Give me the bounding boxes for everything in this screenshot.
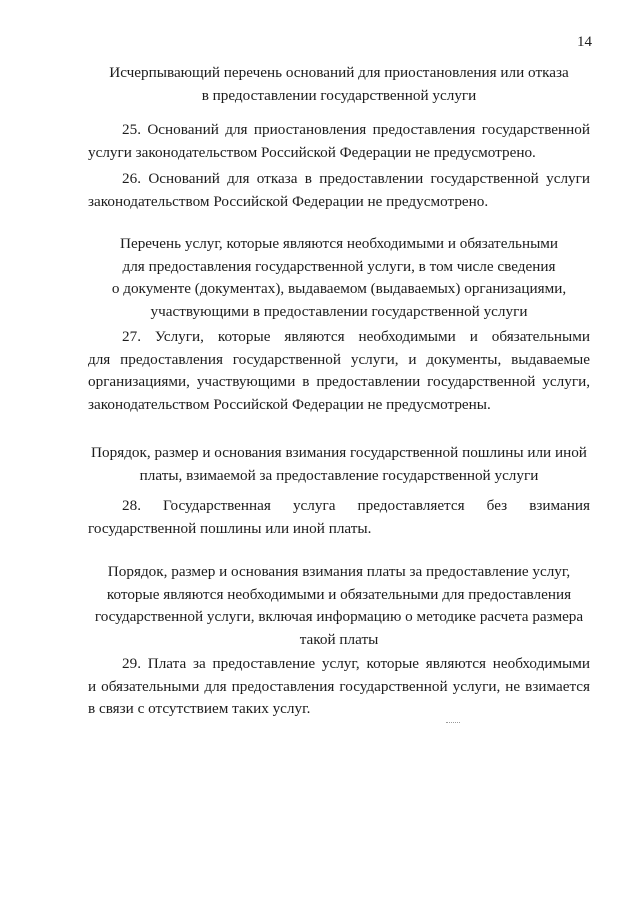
section-heading-required-services (88, 233, 590, 323)
paragraph-line: 26. Оснований для отказа в предоставлении государственной услуги (122, 170, 590, 187)
paragraph-28 (88, 495, 590, 540)
paragraph-line: законодательством Российской Федерации не предусмотрены. (88, 395, 491, 413)
heading-line: Исчерпывающий перечень оснований для приостановления или отказа (109, 64, 569, 81)
paragraph-25 (88, 119, 590, 164)
paragraph-line: 28. Государственная услуга предоставляется без взимания (122, 497, 590, 514)
heading-line: о документе (документах), выдаваемом (выдаваемых) организациями, (111, 280, 567, 297)
paragraph-line: организациями, участвующими в предоставлении государственной услуги, (88, 373, 590, 390)
paragraph-line: государственной пошлины или иной платы. (88, 519, 372, 537)
paragraph-line: 27. Услуги, которые являются необходимыми и обязательными (122, 328, 590, 345)
heading-line: для предоставления государственной услуги, в том числе сведения (122, 257, 556, 275)
heading-line: Перечень услуг, которые являются необходимыми и обязательными (119, 235, 559, 252)
paragraph-line: и обязательными для предоставления государственной услуги, не взимается (88, 677, 590, 695)
scan-artifact (446, 722, 460, 725)
paragraph-29 (88, 653, 590, 721)
heading-line: такой платы (299, 630, 379, 648)
paragraph-27 (88, 326, 590, 416)
paragraph-line: в связи с отсутствием таких услуг. (88, 700, 311, 717)
heading-line: которые являются необходимыми и обязательными для предоставления (106, 585, 572, 603)
heading-line: участвующими в предоставлении государственной услуги (150, 302, 528, 320)
paragraph-line: 25. Оснований для приостановления предоставления государственной (122, 121, 590, 138)
paragraph-line: законодательством Российской Федерации не предусмотрено. (88, 192, 489, 210)
heading-line: платы, взимаемой за предоставление государственной услуги (139, 466, 539, 484)
heading-line: Порядок, размер и основания взимания государственной пошлины или иной (91, 444, 587, 461)
section-heading-state-fee (88, 442, 590, 487)
section-heading-suspension-refusal (88, 62, 590, 107)
page-number: 14 (577, 34, 592, 50)
paragraph-line: услуги законодательством Российской Федерации не предусмотрено. (88, 143, 536, 161)
section-heading-payment-for-services (88, 561, 590, 651)
heading-line: Порядок, размер и основания взимания платы за предоставление услуг, (107, 563, 571, 580)
paragraph-line: для предоставления государственной услуги, и документы, выдаваемые (88, 350, 590, 368)
paragraph-line: 29. Плата за предоставление услуг, которые являются необходимыми (122, 655, 590, 672)
paragraph-26 (88, 168, 590, 213)
heading-line: в предоставлении государственной услуги (201, 86, 477, 104)
heading-line: государственной услуги, включая информацию о методике расчета размера (94, 608, 584, 625)
